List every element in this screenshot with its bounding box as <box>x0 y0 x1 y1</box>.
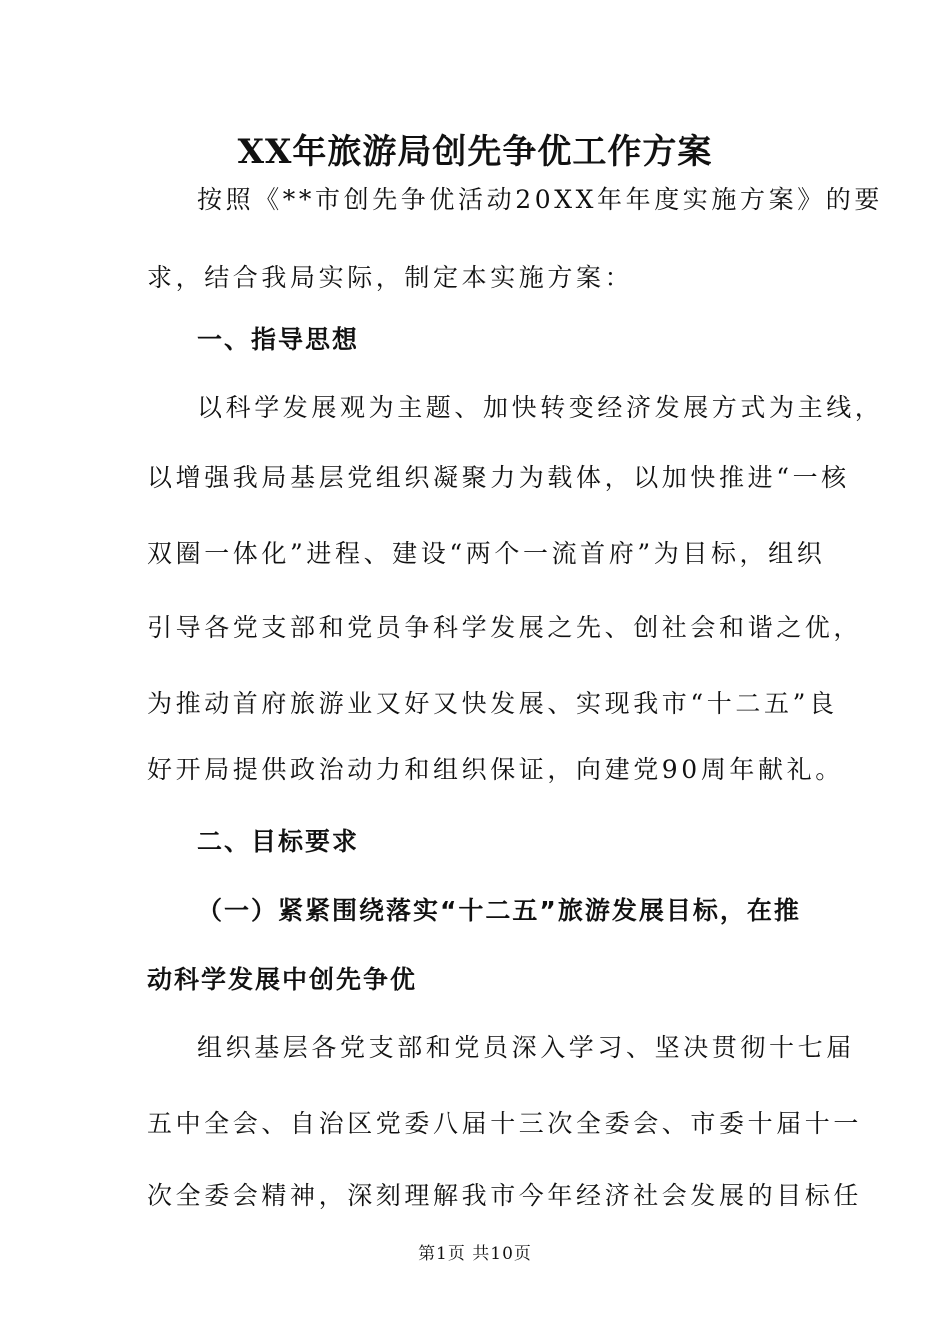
paragraph-line: 以科学发展观为主题、加快转变经济发展方式为主线， <box>197 393 884 422</box>
subsection-heading: （一）紧紧围绕落实“十二五”旅游发展目标，在推 <box>197 896 801 925</box>
section-heading-guiding-thought: 一、指导思想 <box>197 325 360 354</box>
subsection-heading-continued: 动科学发展中创先争优 <box>147 965 418 994</box>
paragraph-line: 为推动首府旅游业又好又快发展、实现我市“十二五”良 <box>147 689 838 718</box>
section-heading-goals: 二、目标要求 <box>197 827 360 856</box>
paragraph-line: 五中全会、自治区党委八届十三次全委会、市委十届十一 <box>147 1109 863 1138</box>
paragraph-line: 按照《**市创先争优活动20XX年年度实施方案》的要 <box>197 185 884 214</box>
paragraph-line: 组织基层各党支部和党员深入学习、坚决贯彻十七届 <box>197 1033 855 1062</box>
paragraph-line: 求，结合我局实际，制定本实施方案： <box>147 263 634 292</box>
document-title: XX年旅游局创先争优工作方案 <box>237 132 713 172</box>
paragraph-line: 双圈一体化”进程、建设“两个一流首府”为目标，组织 <box>147 539 826 568</box>
paragraph-line: 好开局提供政治动力和组织保证，向建党90周年献礼。 <box>147 755 844 784</box>
paragraph-line: 引导各党支部和党员争科学发展之先、创社会和谐之优， <box>147 613 863 642</box>
paragraph-line: 次全委会精神，深刻理解我市今年经济社会发展的目标任 <box>147 1181 863 1210</box>
page-footer: 第1页 共10页 <box>418 1244 532 1264</box>
paragraph-line: 以增强我局基层党组织凝聚力为载体，以加快推进“一核 <box>147 463 850 492</box>
